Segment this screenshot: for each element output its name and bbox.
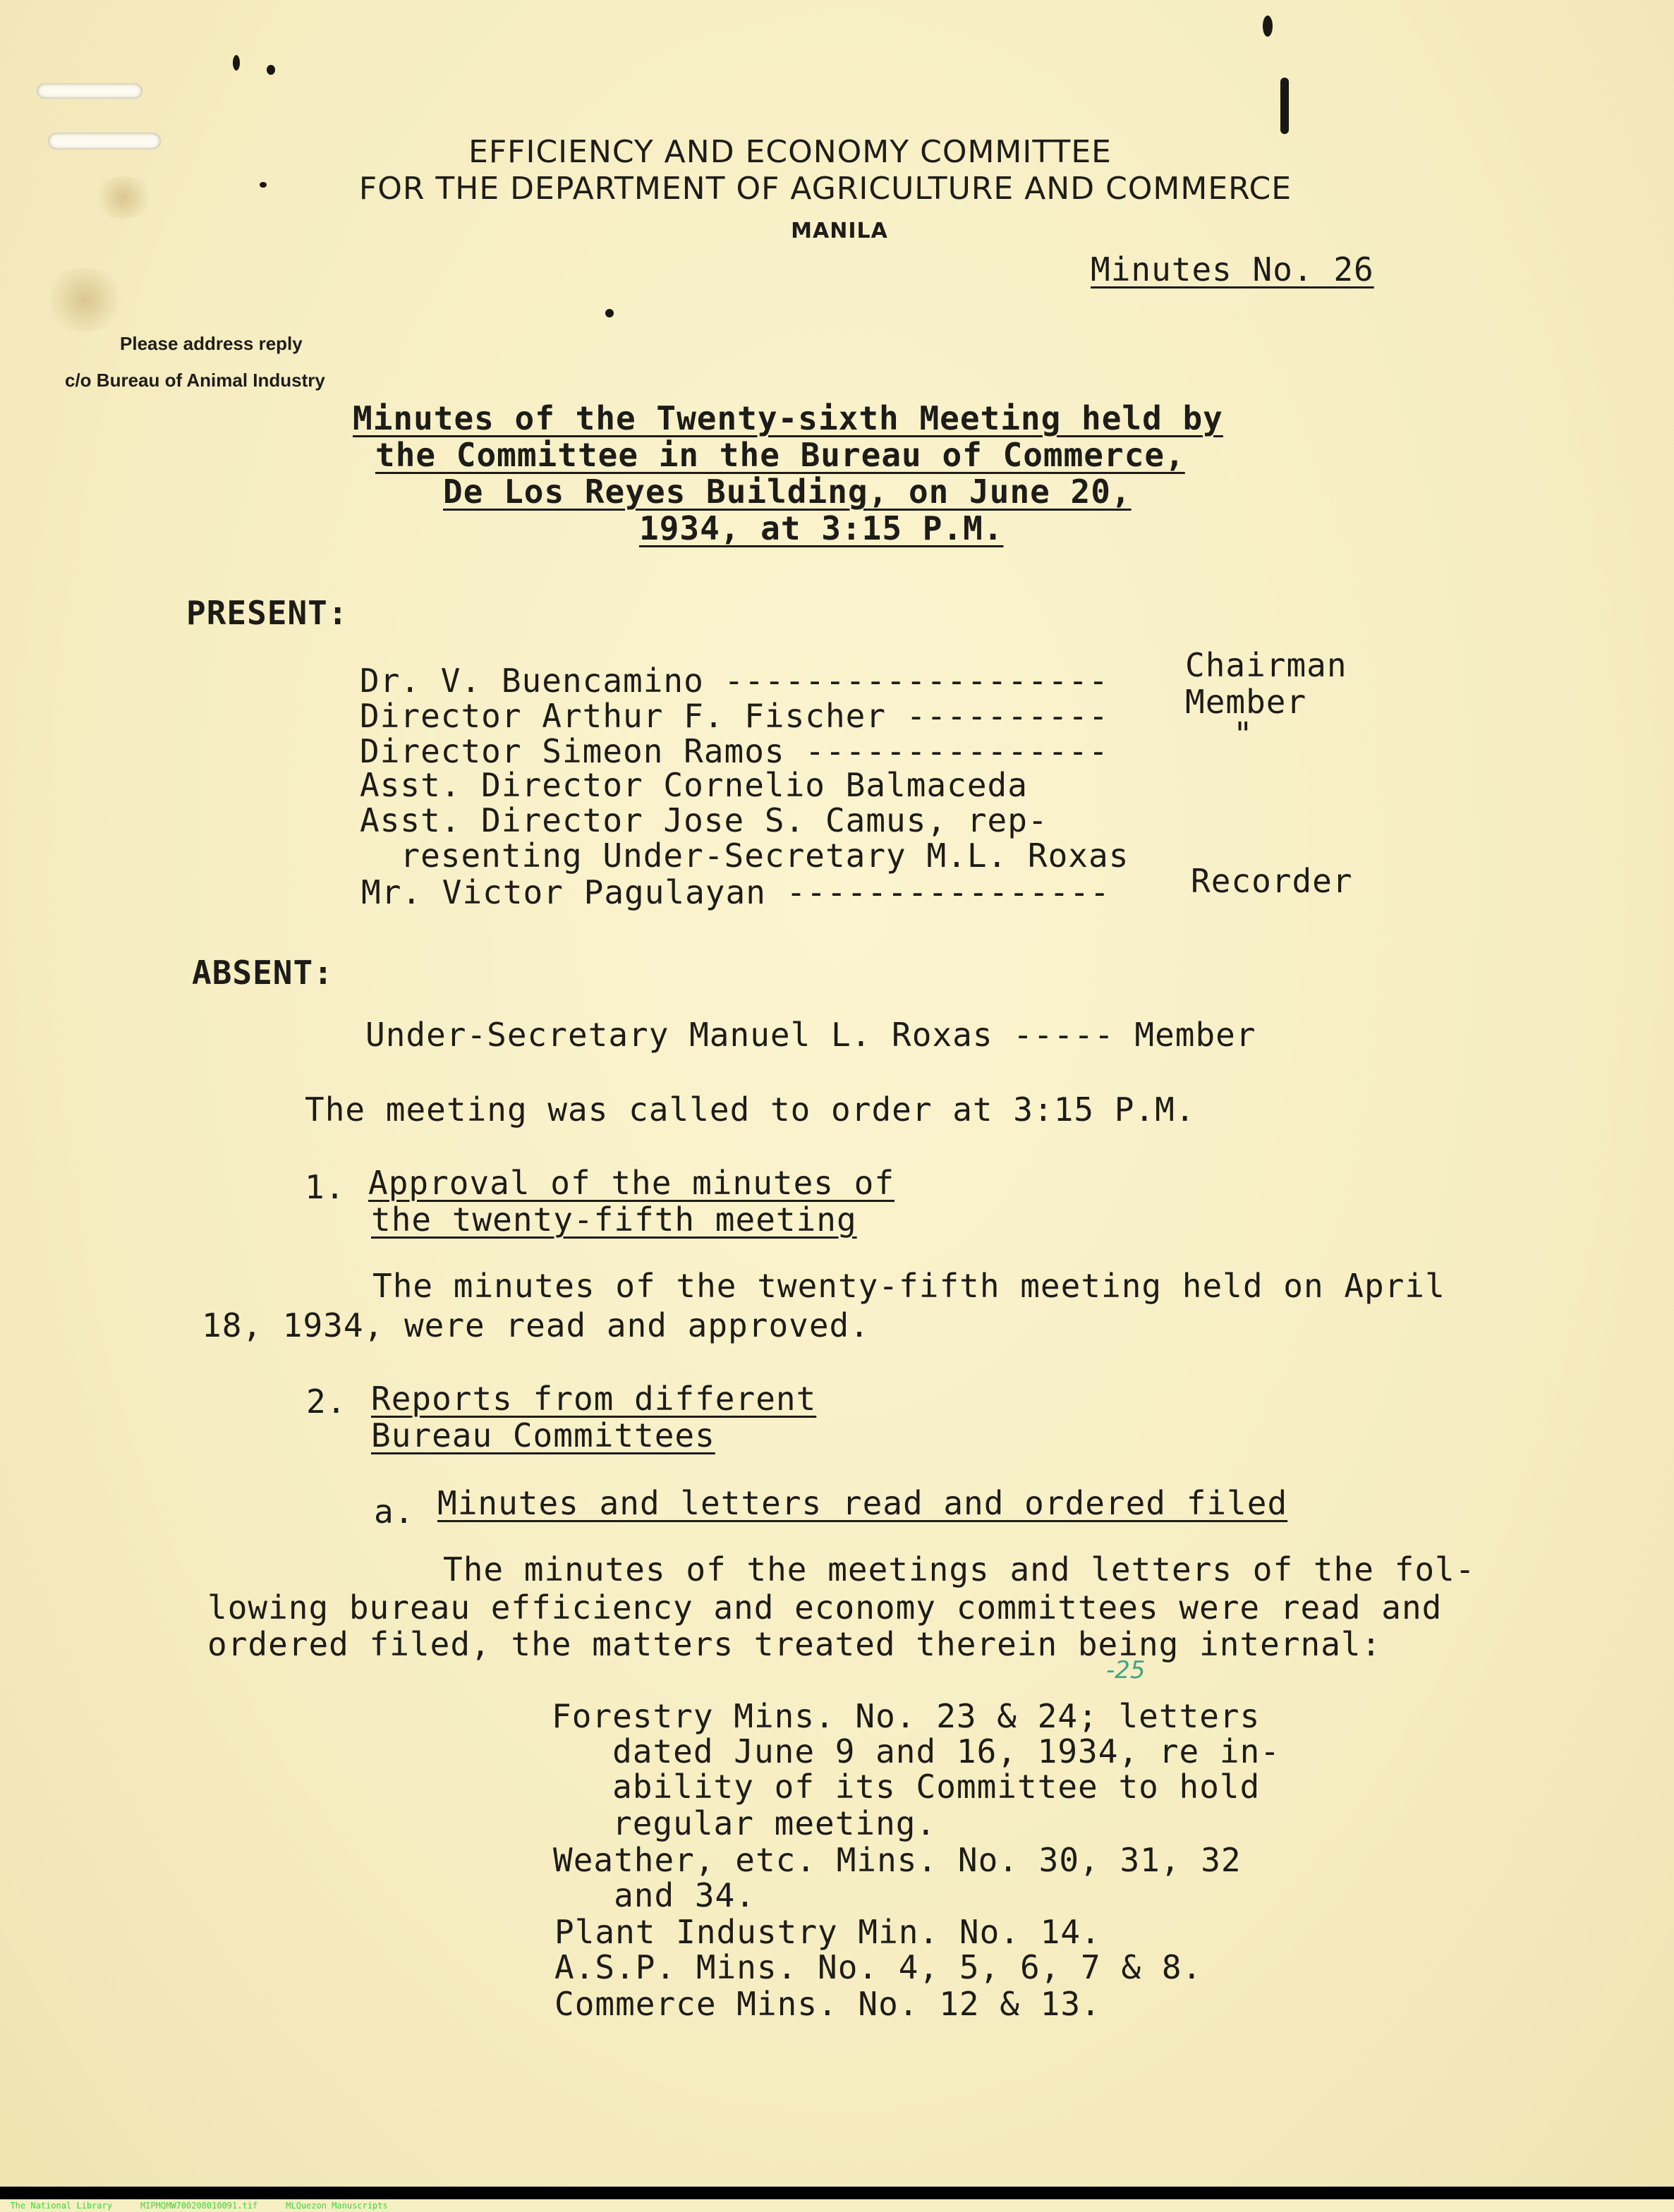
absent-member: Under-Secretary Manuel L. Roxas ----- Member	[365, 1016, 1256, 1054]
item-1-title-line-1: Approval of the minutes of	[368, 1164, 895, 1202]
archive-footer-bar	[0, 2187, 1674, 2211]
filed-list-item: dated June 9 and 16, 1934, re in-	[552, 1732, 1280, 1770]
ink-spot	[1263, 16, 1273, 37]
footer-file: MIPMQMW700208010091.tif	[140, 2201, 258, 2211]
item-2-title-line-1: Reports from different	[371, 1380, 817, 1418]
filed-list-item: Plant Industry Min. No. 14.	[554, 1913, 1101, 1951]
meeting-title-line-4: 1934, at 3:15 P.M.	[639, 509, 1004, 547]
handwritten-annotation: -25	[1106, 1656, 1146, 1684]
filed-list-item: A.S.P. Mins. No. 4, 5, 6, 7 & 8.	[554, 1948, 1203, 1986]
ink-spot	[1280, 78, 1289, 134]
filed-list-item: and 34.	[553, 1876, 756, 1914]
absent-heading: ABSENT:	[192, 954, 334, 992]
item-1-number: 1.	[305, 1168, 346, 1206]
present-role: Chairman	[1185, 646, 1347, 684]
meeting-title-line-2: the Committee in the Bureau of Commerce,	[375, 436, 1185, 474]
reply-address-line-2: c/o Bureau of Animal Industry	[65, 370, 325, 391]
item-1-title-line-2: the twenty-fifth meeting	[371, 1201, 857, 1239]
present-role: "	[1233, 715, 1254, 753]
letterhead-line-3: MANILA	[791, 219, 888, 243]
item-2a-title: Minutes and letters read and ordered filed	[437, 1484, 1288, 1522]
present-role: Recorder	[1191, 862, 1353, 900]
ink-spot	[233, 55, 240, 71]
letterhead-line-1: EFFICIENCY AND ECONOMY COMMITTEE	[468, 134, 1112, 170]
present-heading: PRESENT:	[186, 594, 348, 632]
present-name: Director Arthur F. Fischer ----------	[360, 697, 1109, 735]
meeting-title-line-3: De Los Reyes Building, on June 20,	[443, 473, 1132, 511]
present-role: Member	[1185, 683, 1307, 721]
item-2a-text-line-2: lowing bureau efficiency and economy committees were read and	[207, 1588, 1443, 1627]
ink-spot	[605, 309, 614, 317]
filed-list-item: ability of its Committee to hold	[552, 1768, 1261, 1806]
filed-list-item: regular meeting.	[552, 1804, 937, 1842]
item-1-text-line-1: The minutes of the twenty-fifth meeting held on April	[372, 1267, 1445, 1305]
paper-stain	[42, 268, 127, 332]
item-2a-text-line-3: ordered filed, the matters treated therein being internal:	[207, 1625, 1382, 1663]
present-name: Asst. Director Jose S. Camus, rep-	[360, 801, 1048, 839]
present-name: Asst. Director Cornelio Balmaceda	[360, 766, 1028, 804]
footer-collection: MLQuezon Manuscripts	[286, 2201, 388, 2211]
ink-spot	[260, 182, 267, 188]
present-name: Mr. Victor Pagulayan ----------------	[361, 873, 1110, 911]
minutes-number: Minutes No. 26	[1091, 250, 1374, 288]
present-name: resenting Under-Secretary M.L. Roxas	[360, 837, 1129, 875]
item-2-number: 2.	[306, 1382, 347, 1421]
present-name: Dr. V. Buencamino -------------------	[360, 662, 1109, 700]
filed-list-item: Commerce Mins. No. 12 & 13.	[554, 1985, 1101, 2023]
item-2a-letter: a.	[374, 1493, 415, 1531]
item-2a-text-line-1: The minutes of the meetings and letters of the fol-	[443, 1550, 1476, 1588]
item-1-text-line-2: 18, 1934, were read and approved.	[202, 1306, 870, 1344]
punch-hole	[48, 133, 161, 150]
filed-list-item: Forestry Mins. No. 23 & 24; letters	[552, 1697, 1261, 1735]
punch-hole	[37, 83, 142, 99]
item-2-title-line-2: Bureau Committees	[371, 1416, 715, 1454]
filed-list-item: Weather, etc. Mins. No. 30, 31, 32	[553, 1841, 1242, 1879]
letterhead-line-2: FOR THE DEPARTMENT OF AGRICULTURE AND COMMERCE	[358, 171, 1292, 207]
meeting-title-line-1: Minutes of the Twenty-sixth Meeting held by	[353, 399, 1223, 437]
footer-library: The National Library	[10, 2201, 112, 2211]
ink-spot	[267, 65, 275, 75]
paper-stain	[92, 176, 155, 219]
reply-address-line-1: Please address reply	[120, 333, 303, 354]
called-to-order: The meeting was called to order at 3:15 P.M.	[305, 1090, 1196, 1129]
present-name: Director Simeon Ramos ---------------	[360, 732, 1109, 770]
